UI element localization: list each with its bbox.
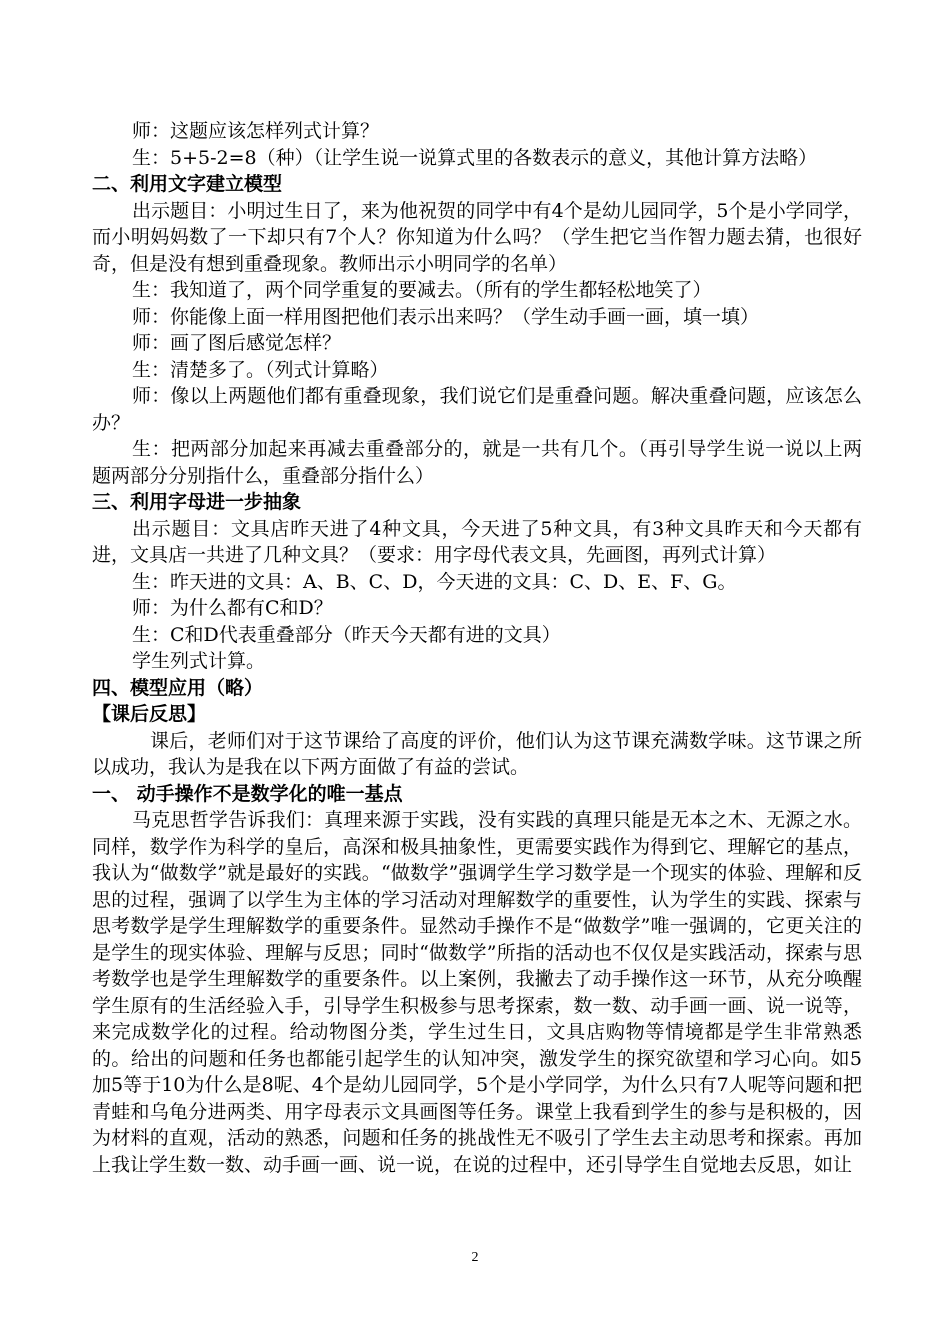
paragraph: 师：画了图后感觉怎样？ <box>132 332 342 354</box>
paragraph: 生：清楚多了。（列式计算略） <box>132 358 389 381</box>
section-heading: 【课后反思】 <box>92 703 207 725</box>
paragraph: 师：这题应该怎样列式计算？ <box>132 120 380 142</box>
section-heading: 四、模型应用（略） <box>92 676 264 699</box>
paragraph: 师：为什么都有C和D？ <box>132 597 333 619</box>
paragraph: 生：5+5-2=8（种）（让学生说一说算式里的各数表示的意义，其他计算方法略） <box>132 146 818 169</box>
paragraph: 生：昨天进的文具：A、B、C、D，今天进的文具：C、D、E、F、G。 <box>132 570 737 593</box>
paragraph: 师：你能像上面一样用图把他们表示出来吗？（学生动手画一画，填一填） <box>132 305 760 328</box>
paragraph: 生：C和D代表重叠部分（昨天今天都有进的文具） <box>132 623 561 646</box>
paragraph: 出示题目：文具店昨天进了4种文具，今天进了5种文具，有3种文具昨天和今天都有进，文具店一共进了几种文具？（要求：用字母代表文具，先画图，再列式计算） <box>92 517 862 566</box>
page-number: 2 <box>471 1250 479 1265</box>
paragraph: 学生列式计算。 <box>132 650 266 672</box>
document-body <box>92 118 862 1178</box>
section-heading: 一、 动手操作不是数学化的唯一基点 <box>92 782 403 805</box>
paragraph: 课后，老师们对于这节课给了高度的评价，他们认为这节课充满数学味。这节课之所以成功，我认为是我在以下两方面做了有益的尝试。 <box>92 729 862 778</box>
paragraph: 出示题目：小明过生日了，来为他祝贺的同学中有4个是幼儿园同学，5个是小学同学，而小明妈妈数了一下却只有7个人？你知道为什么吗？（学生把它当作智力题去猜，也很好奇，但是没有想到重叠现象。教师出示小明同学的名单） <box>92 199 862 275</box>
paragraph: 生：我知道了，两个同学重复的要减去。（所有的学生都轻松地笑了） <box>132 279 712 301</box>
section-heading: 三、利用字母进一步抽象 <box>92 491 302 513</box>
section-heading: 二、利用文字建立模型 <box>92 173 283 195</box>
paragraph: 生：把两部分加起来再减去重叠部分的，就是一共有几个。（再引导学生说一说以上两题两部分分别指什么，重叠部分指什么） <box>92 438 862 487</box>
paragraph: 马克思哲学告诉我们：真理来源于实践，没有实践的真理只能是无本之木、无源之水。同样，数学作为科学的皇后，高深和极具抽象性，更需要实践作为得到它、理解它的基点，我认为“做数学”就是最好的实践。“做数学”强调学生学习数学是一个现实的体验、理解和反思的过程，强调了以学生为主体的学习活动对理解数学的重要性，认为学生的实践、探索与思考数学是学生理解数学的重要条件。显然动手操作不是“做数学”唯一强调的，它更关注的是学生的现实体验、理解与反思；同时“做数学”所指的活动也不仅仅是实践活动，探索与思考数学也是学生理解数学的重要条件。以上案例，我撇去了动手操作这一环节，从充分唤醒学生原有的生活经验入手，引导学生积极参与思考探索，数一数、动手画一画、说一说等，来完成数学化的过程。给动物图分类，学生过生日，文具店购物等情境都是学生非常熟悉的。给出的问题和任务也都能引起学生的认知冲突，激发学生的探究欲望和学习心向。如5加5等于10为什么是8呢、4个是幼儿园同学，5个是小学同学，为什么只有7人呢等问题和把青蛙和乌龟分进两类、用字母表示文具画图等任务。课堂上我看到学生的参与是积极的，因为材料的直观，活动的熟悉，问题和任务的挑战性无不吸引了学生去主动思考和探索。再加上我让学生数一数、动手画一画、说一说，在说的过程中，还引导学生自觉地去反思，如让 <box>92 809 862 1176</box>
paragraph: 师：像以上两题他们都有重叠现象，我们说它们是重叠问题。解决重叠问题，应该怎么办？ <box>92 385 862 434</box>
